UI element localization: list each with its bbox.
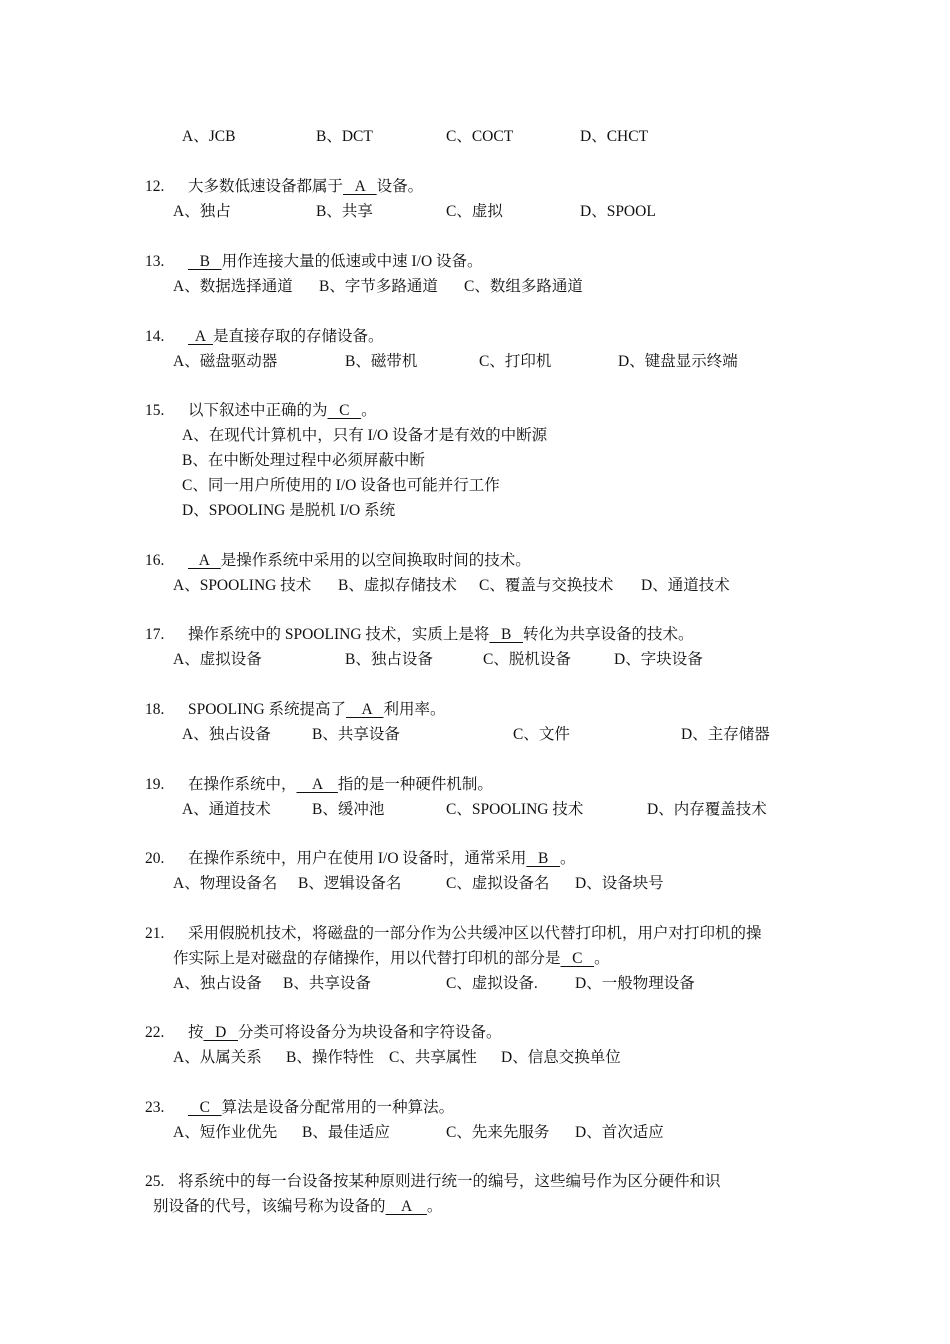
option-d: D、SPOOLING 是脱机 I/O 系统 — [182, 502, 396, 519]
option-a: A、磁盘驱动器 — [173, 353, 278, 370]
option-c: C、打印机 — [479, 353, 552, 370]
option-d: D、一般物理设备 — [575, 975, 695, 992]
question-number: 19. — [145, 776, 165, 793]
question-text: 在操作系统中， A 指的是一种硬件机制。 — [188, 776, 493, 793]
answer-blank: D — [203, 1024, 238, 1041]
option-b: B、在中断处理过程中必须屏蔽中断 — [182, 452, 425, 469]
option-b: B、共享 — [316, 203, 373, 220]
option-b: B、操作特性 — [286, 1049, 374, 1066]
answer-blank: A — [385, 1198, 427, 1215]
question-text-line-2: 别设备的代号，该编号称为设备的 A 。 — [153, 1198, 443, 1215]
question-text: 在操作系统中，用户在使用 I/O 设备时，通常采用 B 。 — [188, 850, 576, 867]
question-number: 18. — [145, 701, 165, 718]
option-d: D、主存储器 — [681, 726, 770, 743]
answer-blank: C — [188, 1099, 222, 1116]
option-d: D、首次适应 — [575, 1124, 664, 1141]
option-d: D、SPOOL — [580, 203, 656, 220]
option-b: B、磁带机 — [345, 353, 418, 370]
option-a: A、通道技术 — [182, 801, 271, 818]
option-c: C、数组多路通道 — [464, 278, 583, 295]
option-b: B、共享设备 — [312, 726, 400, 743]
question-text-line-1: 将系统中的每一台设备按某种原则进行统一的编号，这些编号作为区分硬件和识 — [178, 1173, 721, 1190]
question-text: 以下叙述中正确的为 C 。 — [188, 402, 377, 419]
option-c: C、文件 — [513, 726, 570, 743]
option-a: A、短作业优先 — [173, 1124, 278, 1141]
option-d: D、通道技术 — [641, 577, 730, 594]
option-b: B、虚拟存储技术 — [338, 577, 457, 594]
option-a: A、独占设备 — [173, 975, 262, 992]
question-number: 20. — [145, 850, 165, 867]
option-b: B、字节多路通道 — [319, 278, 438, 295]
question-number: 13. — [145, 253, 165, 270]
option-a: A、从属关系 — [173, 1049, 262, 1066]
question-number: 25. — [145, 1173, 165, 1190]
question-text: A 是直接存取的存储设备。 — [188, 328, 384, 345]
option-a: A、虚拟设备 — [173, 651, 262, 668]
option-c: C、COCT — [446, 128, 514, 145]
question-text: 按 D 分类可将设备分为块设备和字符设备。 — [188, 1024, 502, 1041]
option-d: D、键盘显示终端 — [618, 353, 738, 370]
answer-blank: B — [489, 626, 523, 643]
option-a: A、独占设备 — [182, 726, 271, 743]
answer-blank: B — [526, 850, 561, 867]
question-text-line-2: 作实际上是对磁盘的存储操作，用以代替打印机的部分是 C 。 — [173, 950, 610, 967]
answer-blank: A — [188, 552, 221, 569]
question-number: 21. — [145, 925, 165, 942]
question-number: 15. — [145, 402, 165, 419]
answer-blank: A — [343, 178, 377, 195]
question-text: 大多数低速设备都属于 A 设备。 — [188, 178, 424, 195]
option-a: A、JCB — [182, 128, 236, 145]
answer-blank: C — [560, 950, 595, 967]
option-b: B、缓冲池 — [312, 801, 385, 818]
option-d: D、内存覆盖技术 — [647, 801, 767, 818]
option-d: D、字块设备 — [614, 651, 703, 668]
option-b: B、独占设备 — [345, 651, 433, 668]
option-a: A、物理设备名 — [173, 875, 278, 892]
option-b: B、DCT — [316, 128, 373, 145]
option-c: C、先来先服务 — [446, 1124, 550, 1141]
answer-blank: A — [346, 701, 384, 718]
question-text: B 用作连接大量的低速或中速 I/O 设备。 — [188, 253, 483, 270]
question-text: SPOOLING 系统提高了 A 利用率。 — [188, 701, 446, 718]
option-a: A、数据选择通道 — [173, 278, 293, 295]
option-c: C、共享属性 — [389, 1049, 477, 1066]
option-a: A、独占 — [173, 203, 231, 220]
option-c: C、虚拟设备. — [446, 975, 538, 992]
question-number: 22. — [145, 1024, 165, 1041]
question-number: 23. — [145, 1099, 165, 1116]
question-text: 操作系统中的 SPOOLING 技术，实质上是将 B 转化为共享设备的技术。 — [188, 626, 694, 643]
option-a: A、在现代计算机中，只有 I/O 设备才是有效的中断源 — [182, 427, 548, 444]
answer-blank: A — [296, 776, 338, 793]
question-text: C 算法是设备分配常用的一种算法。 — [188, 1099, 455, 1116]
option-c: C、脱机设备 — [483, 651, 571, 668]
option-b: B、共享设备 — [283, 975, 371, 992]
option-c: C、虚拟 — [446, 203, 503, 220]
question-number: 17. — [145, 626, 165, 643]
option-a: A、SPOOLING 技术 — [173, 577, 312, 594]
option-d: D、设备块号 — [575, 875, 664, 892]
question-text: A 是操作系统中采用的以空间换取时间的技术。 — [188, 552, 531, 569]
option-d: D、信息交换单位 — [501, 1049, 621, 1066]
option-b: B、最佳适应 — [302, 1124, 390, 1141]
question-number: 16. — [145, 552, 165, 569]
question-number: 14. — [145, 328, 165, 345]
option-c: C、SPOOLING 技术 — [446, 801, 584, 818]
answer-blank: C — [327, 402, 362, 419]
answer-blank: B — [188, 253, 222, 270]
question-text-line-1: 采用假脱机技术，将磁盘的一部分作为公共缓冲区以代替打印机，用户对打印机的操 — [188, 925, 762, 942]
option-b: B、逻辑设备名 — [298, 875, 402, 892]
answer-blank: A — [188, 328, 213, 345]
option-c: C、覆盖与交换技术 — [479, 577, 614, 594]
option-c: C、虚拟设备名 — [446, 875, 550, 892]
option-d: D、CHCT — [580, 128, 649, 145]
question-number: 12. — [145, 178, 165, 195]
option-c: C、同一用户所使用的 I/O 设备也可能并行工作 — [182, 477, 500, 494]
